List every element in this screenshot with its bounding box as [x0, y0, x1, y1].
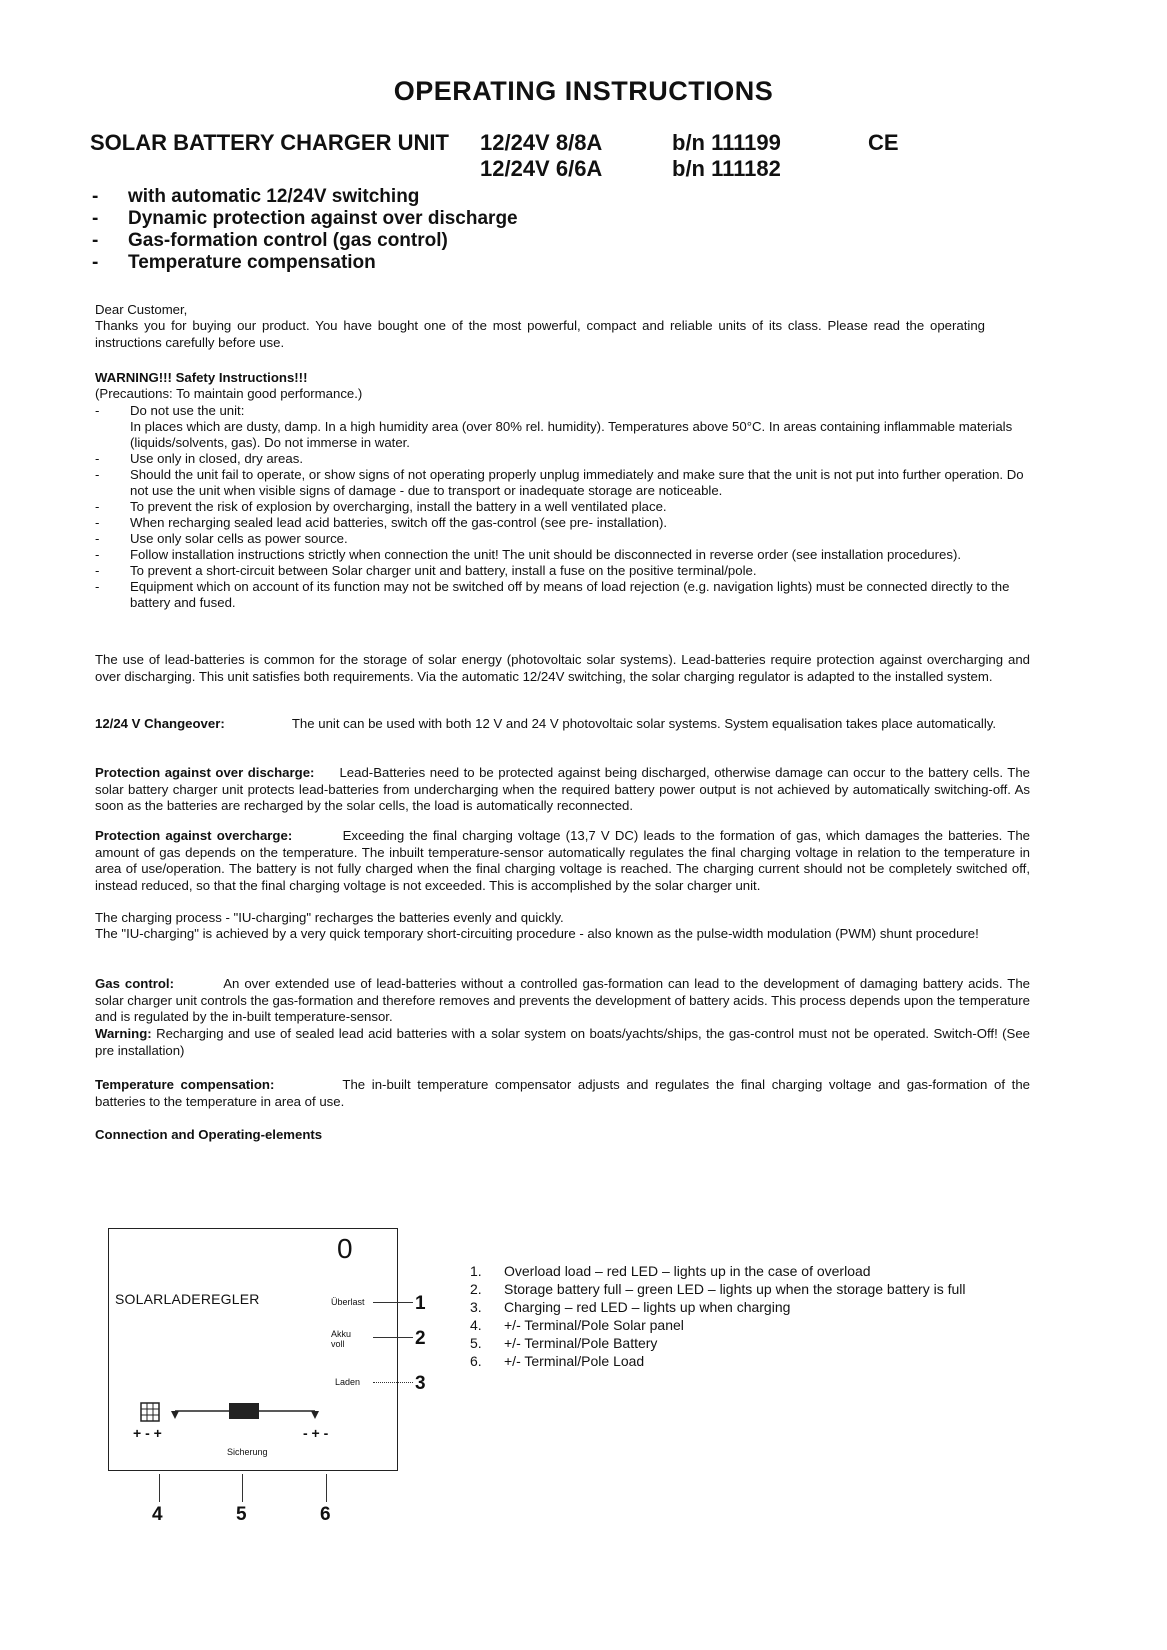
callout-line-1 [373, 1302, 413, 1303]
gas-warning-text: Recharging and use of sealed lead acid batteries with a solar system on boats/yachts/ships, the gas-control must not be operated. Switch-Off! (See pre installation) [95, 1026, 1030, 1058]
overcharge-text: Exceeding the final charging voltage (13,7 V DC) leads to the formation of gas, which damages the batteries. The amount of gas depends on the temperature. The inbuilt temperature-sensor automatically regulates the final charging voltage in relation to the temperature in area of use/operation. The battery is not fully charged when the final charging voltage is reached. The charging current should not be completely switched off, instead reduced, so that the final charging voltage is not exceeded. This is accomplished by the solar charger unit. [95, 828, 1031, 893]
diagram-legend [470, 1262, 1004, 1370]
overcharge-line-2: The charging process - "IU-charging" recharges the batteries evenly and quickly. [95, 910, 564, 925]
gas-control-text: An over extended use of lead-batteries without a controlled gas-formation can lead to the development of damaging battery acids. The solar charger unit controls the gas-formation and therefore removes and prevents the development of battery acids. This process depends upon the temperature and is regulated by the in-built temperature-sensor. [95, 976, 1031, 1024]
safety-item: - Do not use the unit: In places which are dusty, damp. In a high humidity area (over 80% rel. humidity). Temperatures above 50°C. In areas containing inflammable materials (liquids/solvents, gas). Do not immerse in water. [95, 403, 1030, 451]
feature-item: - Gas-formation control (gas control) [92, 230, 448, 251]
model-spec-1: 12/24V 8/8A [480, 130, 603, 155]
connection-heading: Connection and Operating-elements [95, 1127, 323, 1142]
over-discharge-section [95, 765, 1030, 815]
callout-line-3 [373, 1382, 413, 1384]
legend-item: 2. Storage battery full – green LED – lights up when the storage battery is full [470, 1281, 966, 1297]
callout-number-6: 6 [320, 1504, 331, 1525]
led-label-battery-full: Akku voll [331, 1329, 352, 1349]
legend-item: 5. +/- Terminal/Pole Battery [470, 1335, 658, 1351]
power-switch-icon: 0 [337, 1233, 353, 1264]
callout-number-2: 2 [415, 1328, 426, 1349]
callout-line-5 [242, 1474, 243, 1502]
temperature-text: The in-built temperature compensator adjusts and regulates the final charging voltage and gas-formation of the batteries to the temperature in area of use. [95, 1077, 1030, 1109]
feature-item: - Dynamic protection against over discharge [92, 208, 518, 229]
feature-item: - with automatic 12/24V switching [92, 186, 420, 207]
lead-batteries-paragraph: The use of lead-batteries is common for the storage of solar energy (photovoltaic solar systems). Lead-batteries require protection against overcharging and over discharging. This unit satisfies both requirements. Via the automatic 12/24V switching, the solar charging regulator is adapted to the installed system. [95, 652, 1030, 684]
callout-number-5: 5 [236, 1504, 247, 1525]
greeting: Dear Customer, [95, 302, 188, 317]
gas-control-section [95, 976, 1030, 1026]
fuse-label: Sicherung [227, 1447, 268, 1457]
feature-list [92, 186, 518, 274]
safety-item: - Should the unit fail to operate, or show signs of not operating properly unplug immediately and make sure that the unit is not put into further operation. Do not use the unit when visible signs of damage - due to transport or inadequate storage are noticeable. [95, 467, 1030, 499]
safety-item: - Use only solar cells as power source. [95, 531, 1030, 547]
callout-number-1: 1 [415, 1293, 426, 1314]
gas-control-warning [95, 1026, 1030, 1059]
safety-item: - Equipment which on account of its function may not be switched off by means of load rejection (e.g. navigation lights) must be connected directly to the battery and fused. [95, 579, 1030, 611]
gas-warning-label: Warning: [95, 1026, 152, 1041]
overcharge-section [95, 828, 1030, 894]
legend-item: 6. +/- Terminal/Pole Load [470, 1353, 645, 1369]
safety-item: - To prevent the risk of explosion by overcharging, install the battery in a well ventilated place. [95, 499, 1030, 515]
callout-line-2 [373, 1337, 413, 1338]
changeover-section [95, 716, 1030, 733]
charger-diagram [108, 1228, 426, 1471]
safety-item: - To prevent a short-circuit between Solar charger unit and battery, install a fuse on the positive terminal/pole. [95, 563, 1030, 579]
callout-number-3: 3 [415, 1373, 426, 1394]
safety-list [95, 403, 1030, 611]
callout-line-6 [326, 1474, 327, 1502]
over-discharge-text: Lead-Batteries need to be protected against being discharged, otherwise damage can occur to the battery cells. The solar battery charger unit protects lead-batteries from undercharging when the required battery power output is not achieved by automatically switching-off. As soon as the batteries are recharged by the solar cells, the load is automatically reconnected. [95, 765, 1031, 813]
model-bn-2: b/n 111182 [672, 156, 781, 181]
solar-panel-icon [139, 1401, 163, 1423]
gas-control-label: Gas control: [95, 976, 174, 991]
changeover-text: The unit can be used with both 12 V and 24 V photovoltaic solar systems. System equalisation takes place automatically. [291, 716, 997, 731]
temperature-label: Temperature compensation: [95, 1077, 275, 1092]
temperature-section [95, 1077, 1030, 1110]
warning-heading: WARNING!!! Safety Instructions!!! [95, 370, 308, 385]
intro-paragraph: Thanks you for buying our product. You have bought one of the most powerful, compact and reliable units of its class. Please read the operating instructions carefully before use. [95, 318, 985, 350]
callout-line-4 [159, 1474, 160, 1502]
callout-number-4: 4 [152, 1504, 163, 1525]
legend-item: 1. Overload load – red LED – lights up in the case of overload [470, 1263, 871, 1279]
model-bn-1: b/n 111199 [672, 130, 781, 155]
device-name: SOLARLADEREGLER [115, 1291, 260, 1307]
page-title: OPERATING INSTRUCTIONS [393, 76, 774, 106]
precautions-note: (Precautions: To maintain good performance.) [95, 386, 363, 401]
led-label-overload: Überlast [331, 1297, 365, 1307]
wiring-icon [169, 1397, 329, 1427]
led-label-charging: Laden [335, 1377, 361, 1387]
safety-item: - When recharging sealed lead acid batteries, switch off the gas-control (see pre- installation). [95, 515, 1030, 531]
model-spec-2: 12/24V 6/6A [480, 156, 603, 181]
overcharge-line-3: The "IU-charging" is achieved by a very quick temporary short-circuiting procedure - also known as the pulse-width modulation (PWM) shunt procedure! [95, 926, 979, 941]
legend-item: 3. Charging – red LED – lights up when charging [470, 1299, 791, 1315]
terminal-load-signs: - + - [303, 1425, 329, 1441]
feature-item: - Temperature compensation [92, 252, 376, 273]
legend-item: 4. +/- Terminal/Pole Solar panel [470, 1317, 684, 1333]
changeover-label: 12/24 V Changeover: [95, 716, 225, 731]
overcharge-label: Protection against overcharge: [95, 828, 293, 843]
ce-mark: CE [868, 130, 899, 155]
safety-item: - Use only in closed, dry areas. [95, 451, 1030, 467]
safety-item: - Follow installation instructions strictly when connection the unit! The unit should be disconnected in reverse order (see installation procedures). [95, 547, 1030, 563]
terminal-solar-signs: + - + [133, 1425, 162, 1441]
over-discharge-label: Protection against over discharge: [95, 765, 315, 780]
product-name: SOLAR BATTERY CHARGER UNIT [90, 130, 449, 155]
